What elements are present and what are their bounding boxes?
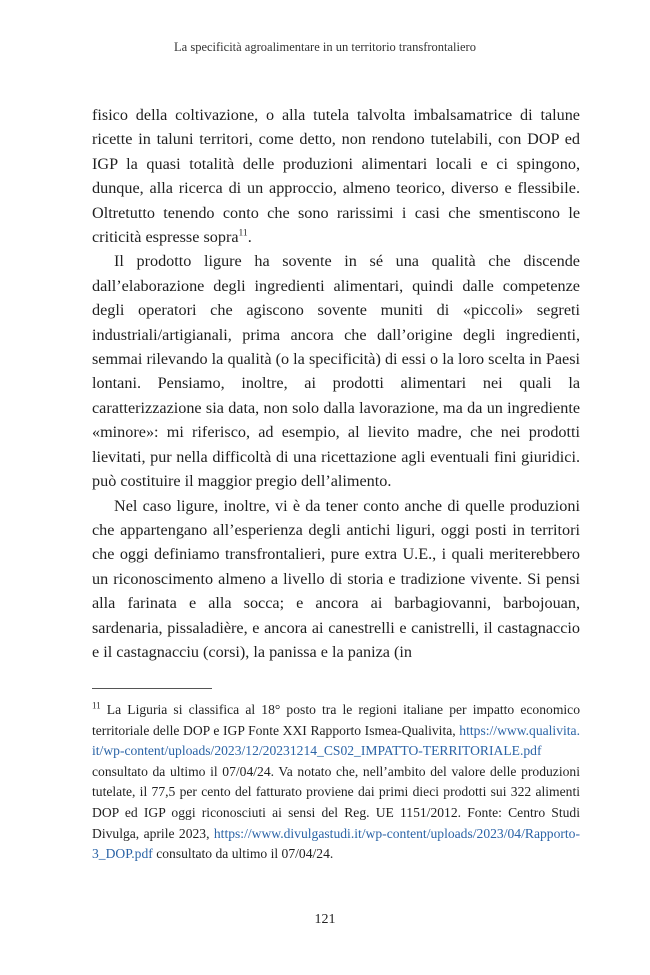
footnote bbox=[92, 700, 580, 865]
footnote-number: 11 bbox=[92, 700, 101, 711]
paragraph-2: Il prodotto ligure ha sovente in sé una qualità che discende dall’elaborazione degli ingredienti alimentari, quindi dalle competenze degli operatori che agiscono sovente muniti di «piccoli» segreti industriali/artigianali, prima ancora che dall’origine degli ingredienti, semmai rilevando la qualità (o la specificità) di essi o la loro scelta in Paesi lontani. Pensiamo, inoltre, ai prodotti alimentari nei quali la caratterizzazione sia data, non solo dalla lavorazione, ma da un ingrediente «minore»: mi riferisco, ad esempio, al lievito madre, che nei prodotti lievitati, pur nella difficoltà di una ricettazione agli eventuali fini giuridici. può costituire il maggior pregio dell’alimento. bbox=[92, 252, 580, 491]
footnote-11 bbox=[92, 700, 580, 865]
running-header: La specificità agroalimentare in un territorio transfrontaliero bbox=[174, 40, 476, 54]
page-number: 121 bbox=[314, 912, 336, 927]
paragraph-1-text: fisico della coltivazione, o alla tutela talvolta imbalsamatrice di talune ricette in taluni territori, come detto, non rendono tutelabili, con DOP ed IGP la quasi totalità delle produzioni alimentari locali e ci spingono, dunque, alla ricerca di un approccio, almeno teorico, diverso e flessibile. Oltretutto tenendo conto che sono rarissimi i casi che smentiscono le criticità espresse sopra bbox=[92, 106, 580, 247]
paragraph-3: Nel caso ligure, inoltre, vi è da tener conto anche di quelle produzioni che appartengano all’esperienza degli antichi liguri, oggi posti in territori che oggi definiamo transfrontalieri, pure extra U.E., i quali meriterebbero un riconoscimento almeno a livello di storia e tradizione vivente. Si pensi alla farinata e alla socca; e ancora ai barbagiovanni, barbojouan, sardenaria, pissaladière, e ancora ai canestrelli e canistrelli, il castagnaccio e il castagnacciu (corsi), la panissa e la paniza (in bbox=[92, 496, 580, 661]
qualivita-report-link[interactable]: https://www.qualivita.it/wp-content/uploads/2023/12/20231214_CS02_IMPATTO-TERRITORIALE.pdf bbox=[92, 722, 580, 759]
paragraph-1 bbox=[92, 103, 580, 249]
main-text bbox=[92, 103, 580, 664]
footnote-text-c: consultato da ultimo il 07/04/24. bbox=[152, 846, 334, 862]
footnote-reference[interactable]: 11 bbox=[238, 228, 248, 239]
divulga-report-link[interactable]: https://www.divulgastudi.it/wp-content/uploads/2023/04/Rapporto-3_DOP.pdf bbox=[92, 825, 580, 862]
footnote-separator bbox=[92, 688, 212, 689]
paragraph-1-end: . bbox=[247, 228, 252, 247]
footnote-text-a: La Liguria si classifica al 18° posto tra le regioni italiane per impatto economico territoriale delle DOP e IGP Fonte XXI Rapporto Ismea-Qualivita, bbox=[92, 702, 580, 738]
footnote-text-b: consultato da ultimo il 07/04/24. Va notato che, nell’ambito del valore delle produzioni tutelate, il 77,5 per cento del fatturato proviene dai primi dieci prodotti sui 322 alimenti DOP ed IGP oggi riconosciuti ai sensi del Reg. UE 1151/2012. Fonte: Centro Studi Divulga, aprile 2023, bbox=[92, 763, 580, 841]
